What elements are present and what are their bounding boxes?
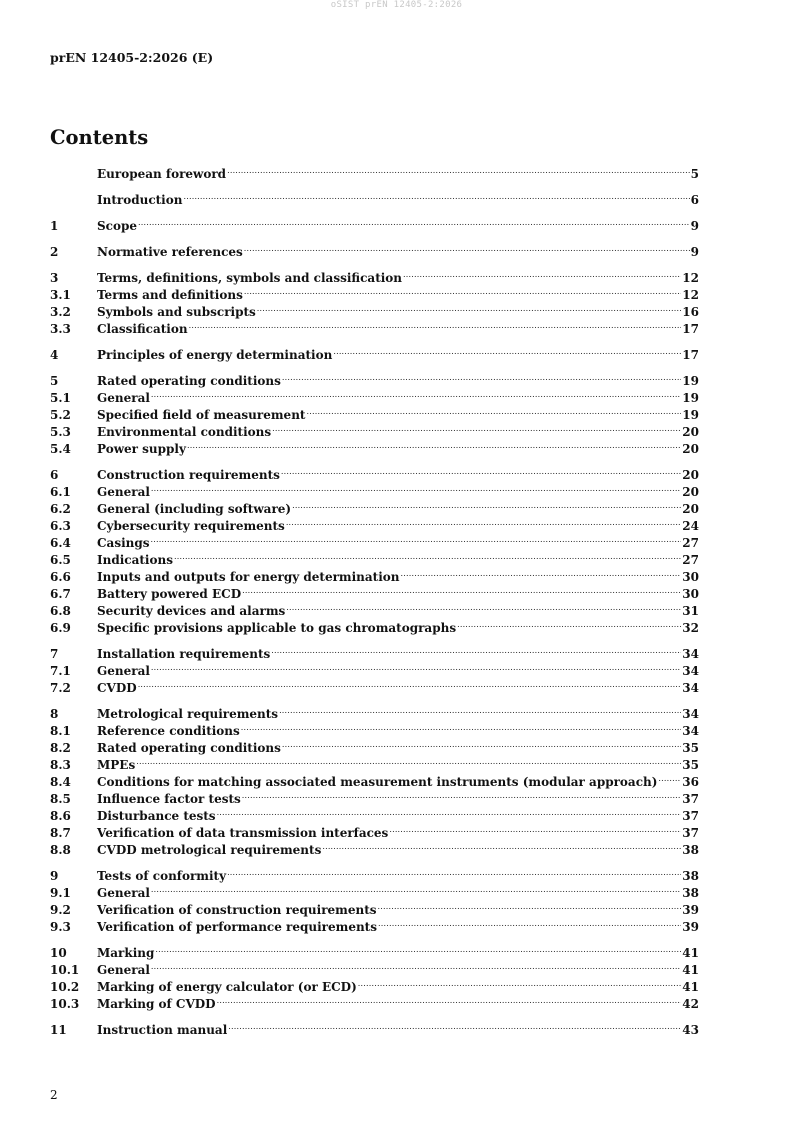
- toc-entry-page: 19: [682, 374, 699, 388]
- toc-dot-leader: [136, 752, 681, 769]
- toc-entry-page: 39: [682, 903, 699, 917]
- toc-dot-leader: [151, 385, 681, 402]
- toc-entry-page: 19: [682, 391, 699, 405]
- toc-entry-page: 34: [682, 724, 699, 738]
- toc-dot-leader: [358, 974, 682, 991]
- toc-entry-page: 34: [682, 707, 699, 721]
- toc-entry-page: 38: [682, 869, 699, 883]
- toc-entry-title: General: [97, 886, 150, 900]
- toc-group: [50, 701, 699, 857]
- toc-dot-leader: [242, 581, 681, 598]
- toc-dot-leader: [187, 436, 681, 453]
- toc-entry-number: 8: [50, 707, 59, 721]
- toc-dot-leader: [272, 419, 681, 436]
- toc-entry-number: 8.5: [50, 792, 71, 806]
- toc-group: [50, 863, 699, 934]
- page-number: 2: [50, 1088, 58, 1102]
- toc-entry-page: 6: [690, 193, 699, 207]
- toc-entry-number: 6.4: [50, 536, 71, 550]
- toc-dot-leader: [189, 316, 682, 333]
- toc-entry-page: 20: [682, 502, 699, 516]
- toc-entry-title: Rated operating conditions: [97, 374, 281, 388]
- toc-entry-number: 6.9: [50, 621, 71, 635]
- toc-entry-number: 8.7: [50, 826, 71, 840]
- toc-entry-title: Rated operating conditions: [97, 741, 281, 755]
- toc-entry-number: 7: [50, 647, 59, 661]
- toc-entry-title: Conditions for matching associated measurement instruments (modular approach): [97, 775, 658, 789]
- toc-dot-leader: [378, 914, 681, 931]
- toc-group: [50, 161, 699, 181]
- toc-dot-leader: [174, 547, 681, 564]
- toc-entry-number: 7.2: [50, 681, 71, 695]
- toc-entry-title: Introduction: [97, 193, 183, 207]
- toc-entry-title: Terms and definitions: [97, 288, 243, 302]
- toc-entry-page: 38: [682, 886, 699, 900]
- toc-entry-page: 36: [682, 775, 699, 789]
- toc-entry-page: 20: [682, 485, 699, 499]
- toc-entry-page: 20: [682, 425, 699, 439]
- toc-entry-page: 37: [682, 792, 699, 806]
- toc-entry-number: 3.3: [50, 322, 71, 336]
- toc-entry-page: 27: [682, 536, 699, 550]
- toc-entry-title: Specific provisions applicable to gas chromatographs: [97, 621, 457, 635]
- toc-group: [50, 462, 699, 635]
- toc-entry-number: 6.8: [50, 604, 71, 618]
- toc-group: [50, 641, 699, 695]
- toc-dot-leader: [151, 880, 681, 897]
- toc-entry-title: Tests of conformity: [97, 869, 227, 883]
- toc-entry-title: Casings: [97, 536, 150, 550]
- toc-entry[interactable]: [50, 940, 699, 960]
- toc-entry[interactable]: [50, 675, 699, 695]
- toc-entry-page: 5: [690, 167, 699, 181]
- toc-entry-number: 9.3: [50, 920, 71, 934]
- toc-dot-leader: [242, 786, 682, 803]
- toc-entry-page: 30: [682, 587, 699, 601]
- toc-entry[interactable]: [50, 265, 699, 285]
- toc-entry-number: 3.2: [50, 305, 71, 319]
- toc-entry-number: 6: [50, 468, 59, 482]
- toc-dot-leader: [183, 187, 689, 204]
- toc-entry-number: 8.2: [50, 741, 71, 755]
- toc-entry-page: 32: [682, 621, 699, 635]
- toc-dot-leader: [389, 820, 681, 837]
- toc-dot-leader: [155, 940, 681, 957]
- toc-entry[interactable]: [50, 863, 699, 883]
- toc-entry-page: 12: [682, 288, 699, 302]
- toc-entry-page: 42: [682, 997, 699, 1011]
- toc-entry[interactable]: [50, 641, 699, 661]
- toc-dot-leader: [151, 957, 681, 974]
- toc-entry-page: 38: [682, 843, 699, 857]
- toc-dot-leader: [401, 564, 682, 581]
- toc-entry-page: 9: [690, 245, 699, 259]
- toc-entry-title: MPEs: [97, 758, 136, 772]
- toc-entry-page: 16: [682, 305, 699, 319]
- toc-entry-title: Battery powered ECD: [97, 587, 242, 601]
- toc-dot-leader: [281, 462, 681, 479]
- toc-dot-leader: [217, 991, 682, 1008]
- toc-dot-leader: [227, 161, 690, 178]
- toc-dot-leader: [286, 598, 681, 615]
- toc-entry-page: 27: [682, 553, 699, 567]
- toc-entry-number: 8.4: [50, 775, 71, 789]
- toc-entry-number: 11: [50, 1023, 67, 1037]
- toc-entry[interactable]: [50, 342, 699, 362]
- toc-dot-leader: [282, 368, 681, 385]
- toc-entry-page: 37: [682, 809, 699, 823]
- toc-entry-title: Power supply: [97, 442, 186, 456]
- toc-entry-number: 9: [50, 869, 59, 883]
- toc-entry-page: 41: [682, 946, 699, 960]
- toc-entry-title: Normative references: [97, 245, 243, 259]
- toc-dot-leader: [333, 342, 681, 359]
- toc-entry-page: 17: [682, 348, 699, 362]
- toc-entry[interactable]: [50, 368, 699, 388]
- toc-entry-number: 8.3: [50, 758, 71, 772]
- toc-entry-title: Influence factor tests: [97, 792, 241, 806]
- toc-entry-title: General: [97, 963, 150, 977]
- toc-entry-number: 10.2: [50, 980, 80, 994]
- toc-entry-title: General: [97, 485, 150, 499]
- toc-entry-title: General: [97, 664, 150, 678]
- toc-entry-number: 5.3: [50, 425, 71, 439]
- toc-dot-leader: [138, 213, 690, 230]
- toc-entry[interactable]: [50, 462, 699, 482]
- toc-entry-title: Security devices and alarms: [97, 604, 286, 618]
- toc-entry-number: 6.2: [50, 502, 71, 516]
- toc-entry-title: Specified field of measurement: [97, 408, 306, 422]
- toc-entry-number: 8.8: [50, 843, 71, 857]
- toc-entry-title: Marking: [97, 946, 155, 960]
- toc-entry[interactable]: [50, 769, 699, 789]
- toc-entry-title: Terms, definitions, symbols and classification: [97, 271, 403, 285]
- toc-entry-page: 37: [682, 826, 699, 840]
- toc-group: [50, 368, 699, 456]
- toc-entry-title: CVDD: [97, 681, 137, 695]
- toc-entry-number: 3.1: [50, 288, 71, 302]
- toc-entry-number: 4: [50, 348, 59, 362]
- toc-entry[interactable]: [50, 701, 699, 721]
- toc-dot-leader: [244, 282, 681, 299]
- toc-entry-page: 20: [682, 468, 699, 482]
- toc-dot-leader: [457, 615, 681, 632]
- toc-entry-page: 30: [682, 570, 699, 584]
- toc-dot-leader: [228, 1017, 681, 1034]
- toc-entry[interactable]: [50, 187, 699, 207]
- toc-entry-title: Classification: [97, 322, 188, 336]
- toc-dot-leader: [138, 675, 682, 692]
- toc-entry-title: Verification of performance requirements: [97, 920, 377, 934]
- toc-entry[interactable]: [50, 752, 699, 772]
- toc-entry[interactable]: [50, 1017, 699, 1037]
- toc-entry-title: Metrological requirements: [97, 707, 279, 721]
- toc-entry-number: 10.3: [50, 997, 80, 1011]
- toc-entry-number: 3: [50, 271, 59, 285]
- toc-entry-page: 43: [682, 1023, 699, 1037]
- toc-entry-page: 19: [682, 408, 699, 422]
- toc-dot-leader: [244, 239, 690, 256]
- toc-dot-leader: [217, 803, 682, 820]
- toc-entry-page: 35: [682, 758, 699, 772]
- toc-entry-title: Construction requirements: [97, 468, 280, 482]
- toc-entry[interactable]: [50, 161, 699, 181]
- toc-entry-page: 35: [682, 741, 699, 755]
- toc-dot-leader: [271, 641, 681, 658]
- toc-entry-number: 5.4: [50, 442, 71, 456]
- toc-entry-page: 17: [682, 322, 699, 336]
- toc-entry-title: Symbols and subscripts: [97, 305, 256, 319]
- toc-entry-number: 6.5: [50, 553, 71, 567]
- toc-entry-page: 12: [682, 271, 699, 285]
- toc-entry-title: Reference conditions: [97, 724, 240, 738]
- toc-group: [50, 1017, 699, 1037]
- toc-dot-leader: [151, 530, 682, 547]
- toc-entry[interactable]: [50, 239, 699, 259]
- toc-dot-leader: [257, 299, 682, 316]
- toc-entry-title: Disturbance tests: [97, 809, 216, 823]
- toc-entry-number: 6.3: [50, 519, 71, 533]
- toc-dot-leader: [151, 658, 681, 675]
- toc-entry-page: 41: [682, 980, 699, 994]
- toc-group: [50, 239, 699, 259]
- toc-group: [50, 213, 699, 233]
- contents-heading: Contents: [50, 126, 149, 149]
- toc-dot-leader: [378, 897, 682, 914]
- toc-entry-number: 9.1: [50, 886, 71, 900]
- toc-entry-title: Cybersecurity requirements: [97, 519, 285, 533]
- toc-entry-title: Verification of construction requirements: [97, 903, 377, 917]
- toc-entry-number: 5.1: [50, 391, 71, 405]
- toc-group: [50, 940, 699, 1011]
- toc-entry-title: General (including software): [97, 502, 292, 516]
- toc-dot-leader: [403, 265, 681, 282]
- toc-entry-page: 39: [682, 920, 699, 934]
- toc-entry-page: 24: [682, 519, 699, 533]
- toc-dot-leader: [292, 496, 681, 513]
- toc-entry-title: Verification of data transmission interfaces: [97, 826, 389, 840]
- toc-entry-number: 6.6: [50, 570, 71, 584]
- toc-entry-title: Inputs and outputs for energy determination: [97, 570, 400, 584]
- toc-dot-leader: [282, 735, 681, 752]
- toc-dot-leader: [241, 718, 682, 735]
- toc-entry-title: Installation requirements: [97, 647, 271, 661]
- toc-entry-title: European foreword: [97, 167, 227, 181]
- toc-entry-number: 8.6: [50, 809, 71, 823]
- toc-entry-title: Indications: [97, 553, 173, 567]
- toc-entry-page: 34: [682, 647, 699, 661]
- toc-entry-page: 34: [682, 681, 699, 695]
- toc-entry[interactable]: [50, 213, 699, 233]
- toc-dot-leader: [279, 701, 681, 718]
- toc-entry-number: 10.1: [50, 963, 80, 977]
- toc-entry-number: 5: [50, 374, 59, 388]
- toc-entry-page: 34: [682, 664, 699, 678]
- toc-entry-number: 6.1: [50, 485, 71, 499]
- toc-entry-title: Marking of CVDD: [97, 997, 216, 1011]
- toc-entry-page: 20: [682, 442, 699, 456]
- toc-entry-title: Scope: [97, 219, 138, 233]
- toc-entry-page: 41: [682, 963, 699, 977]
- toc-dot-leader: [227, 863, 681, 880]
- toc-entry-number: 8.1: [50, 724, 71, 738]
- toc-entry-title: Environmental conditions: [97, 425, 272, 439]
- toc-entry-title: Principles of energy determination: [97, 348, 333, 362]
- toc-entry-title: Instruction manual: [97, 1023, 228, 1037]
- toc-entry-title: CVDD metrological requirements: [97, 843, 322, 857]
- toc-entry-number: 9.2: [50, 903, 71, 917]
- toc-entry-title: General: [97, 391, 150, 405]
- toc-entry-number: 2: [50, 245, 59, 259]
- toc-dot-leader: [286, 513, 681, 530]
- watermark: oSIST prEN 12405-2:2026: [330, 0, 463, 10]
- toc-dot-leader: [658, 769, 681, 786]
- toc-entry-title: Marking of energy calculator (or ECD): [97, 980, 357, 994]
- toc-entry-page: 31: [682, 604, 699, 618]
- toc-entry-number: 1: [50, 219, 59, 233]
- table-of-contents: [50, 161, 699, 1043]
- toc-group: [50, 265, 699, 336]
- toc-entry-number: 6.7: [50, 587, 71, 601]
- toc-group: [50, 342, 699, 362]
- toc-dot-leader: [306, 402, 681, 419]
- toc-entry-page: 9: [690, 219, 699, 233]
- toc-group: [50, 187, 699, 207]
- toc-entry-number: 5.2: [50, 408, 71, 422]
- document-id: prEN 12405-2:2026 (E): [50, 50, 214, 65]
- toc-entry-number: 7.1: [50, 664, 71, 678]
- toc-dot-leader: [151, 479, 681, 496]
- toc-entry-number: 10: [50, 946, 67, 960]
- toc-dot-leader: [322, 837, 681, 854]
